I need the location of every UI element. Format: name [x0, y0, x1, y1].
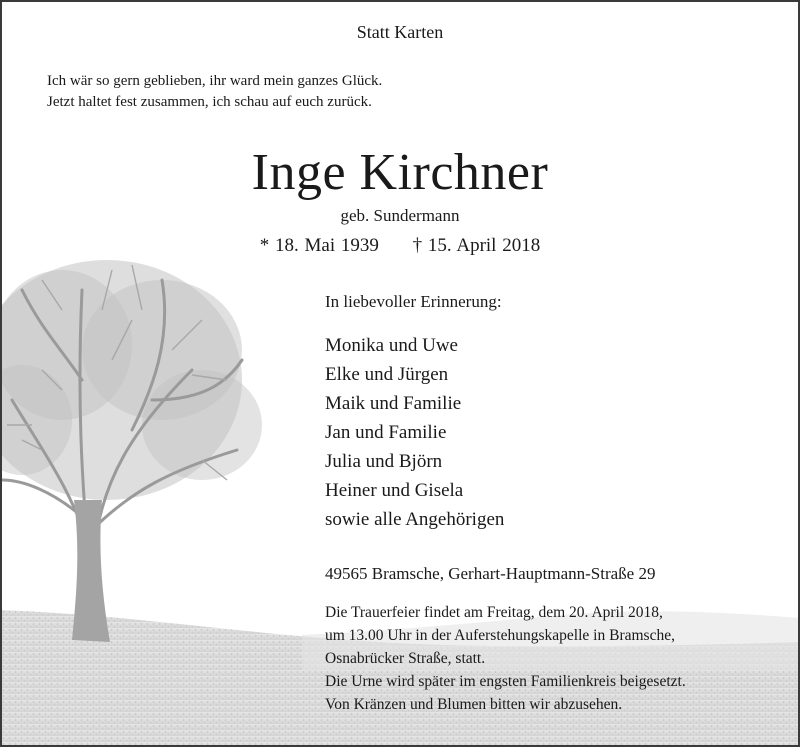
mourner: Heiner und Gisela: [325, 480, 464, 501]
service-details: [325, 601, 686, 716]
mourners-list: [325, 331, 504, 534]
mourner: Maik und Familie: [325, 393, 462, 414]
birth-date: * 18. Mai 1939: [259, 235, 379, 256]
verse-line: Jetzt haltet fest zusammen, ich schau auf euch zurück.: [47, 94, 372, 110]
deceased-name: Inge Kirchner: [251, 144, 549, 201]
mourner: Julia und Björn: [325, 451, 443, 472]
mourner: sowie alle Angehörigen: [325, 509, 505, 530]
mourner: Monika und Uwe: [325, 335, 458, 356]
detail-line: um 13.00 Uhr in der Auferstehungskapelle in Bramsche,: [325, 627, 675, 644]
detail-line: Die Urne wird später im engsten Familienkreis beigesetzt.: [325, 673, 686, 690]
verse: [47, 71, 382, 113]
maiden-name: geb. Sundermann: [340, 206, 460, 225]
remembrance-intro: In liebevoller Erinnerung:: [325, 292, 502, 311]
detail-line: Von Kränzen und Blumen bitten wir abzusehen.: [325, 696, 623, 713]
mourner: Jan und Familie: [325, 422, 447, 443]
header-text: Statt Karten: [356, 22, 444, 42]
death-date: † 15. April 2018: [412, 235, 541, 256]
mourner: Elke und Jürgen: [325, 364, 449, 385]
verse-line: Ich wär so gern geblieben, ihr ward mein ganzes Glück.: [47, 73, 383, 89]
detail-line: Die Trauerfeier findet am Freitag, dem 20. April 2018,: [325, 604, 663, 621]
life-dates: [2, 235, 798, 257]
detail-line: Osnabrücker Straße, statt.: [325, 650, 486, 667]
address: 49565 Bramsche, Gerhart-Hauptmann-Straße 29: [325, 564, 656, 583]
